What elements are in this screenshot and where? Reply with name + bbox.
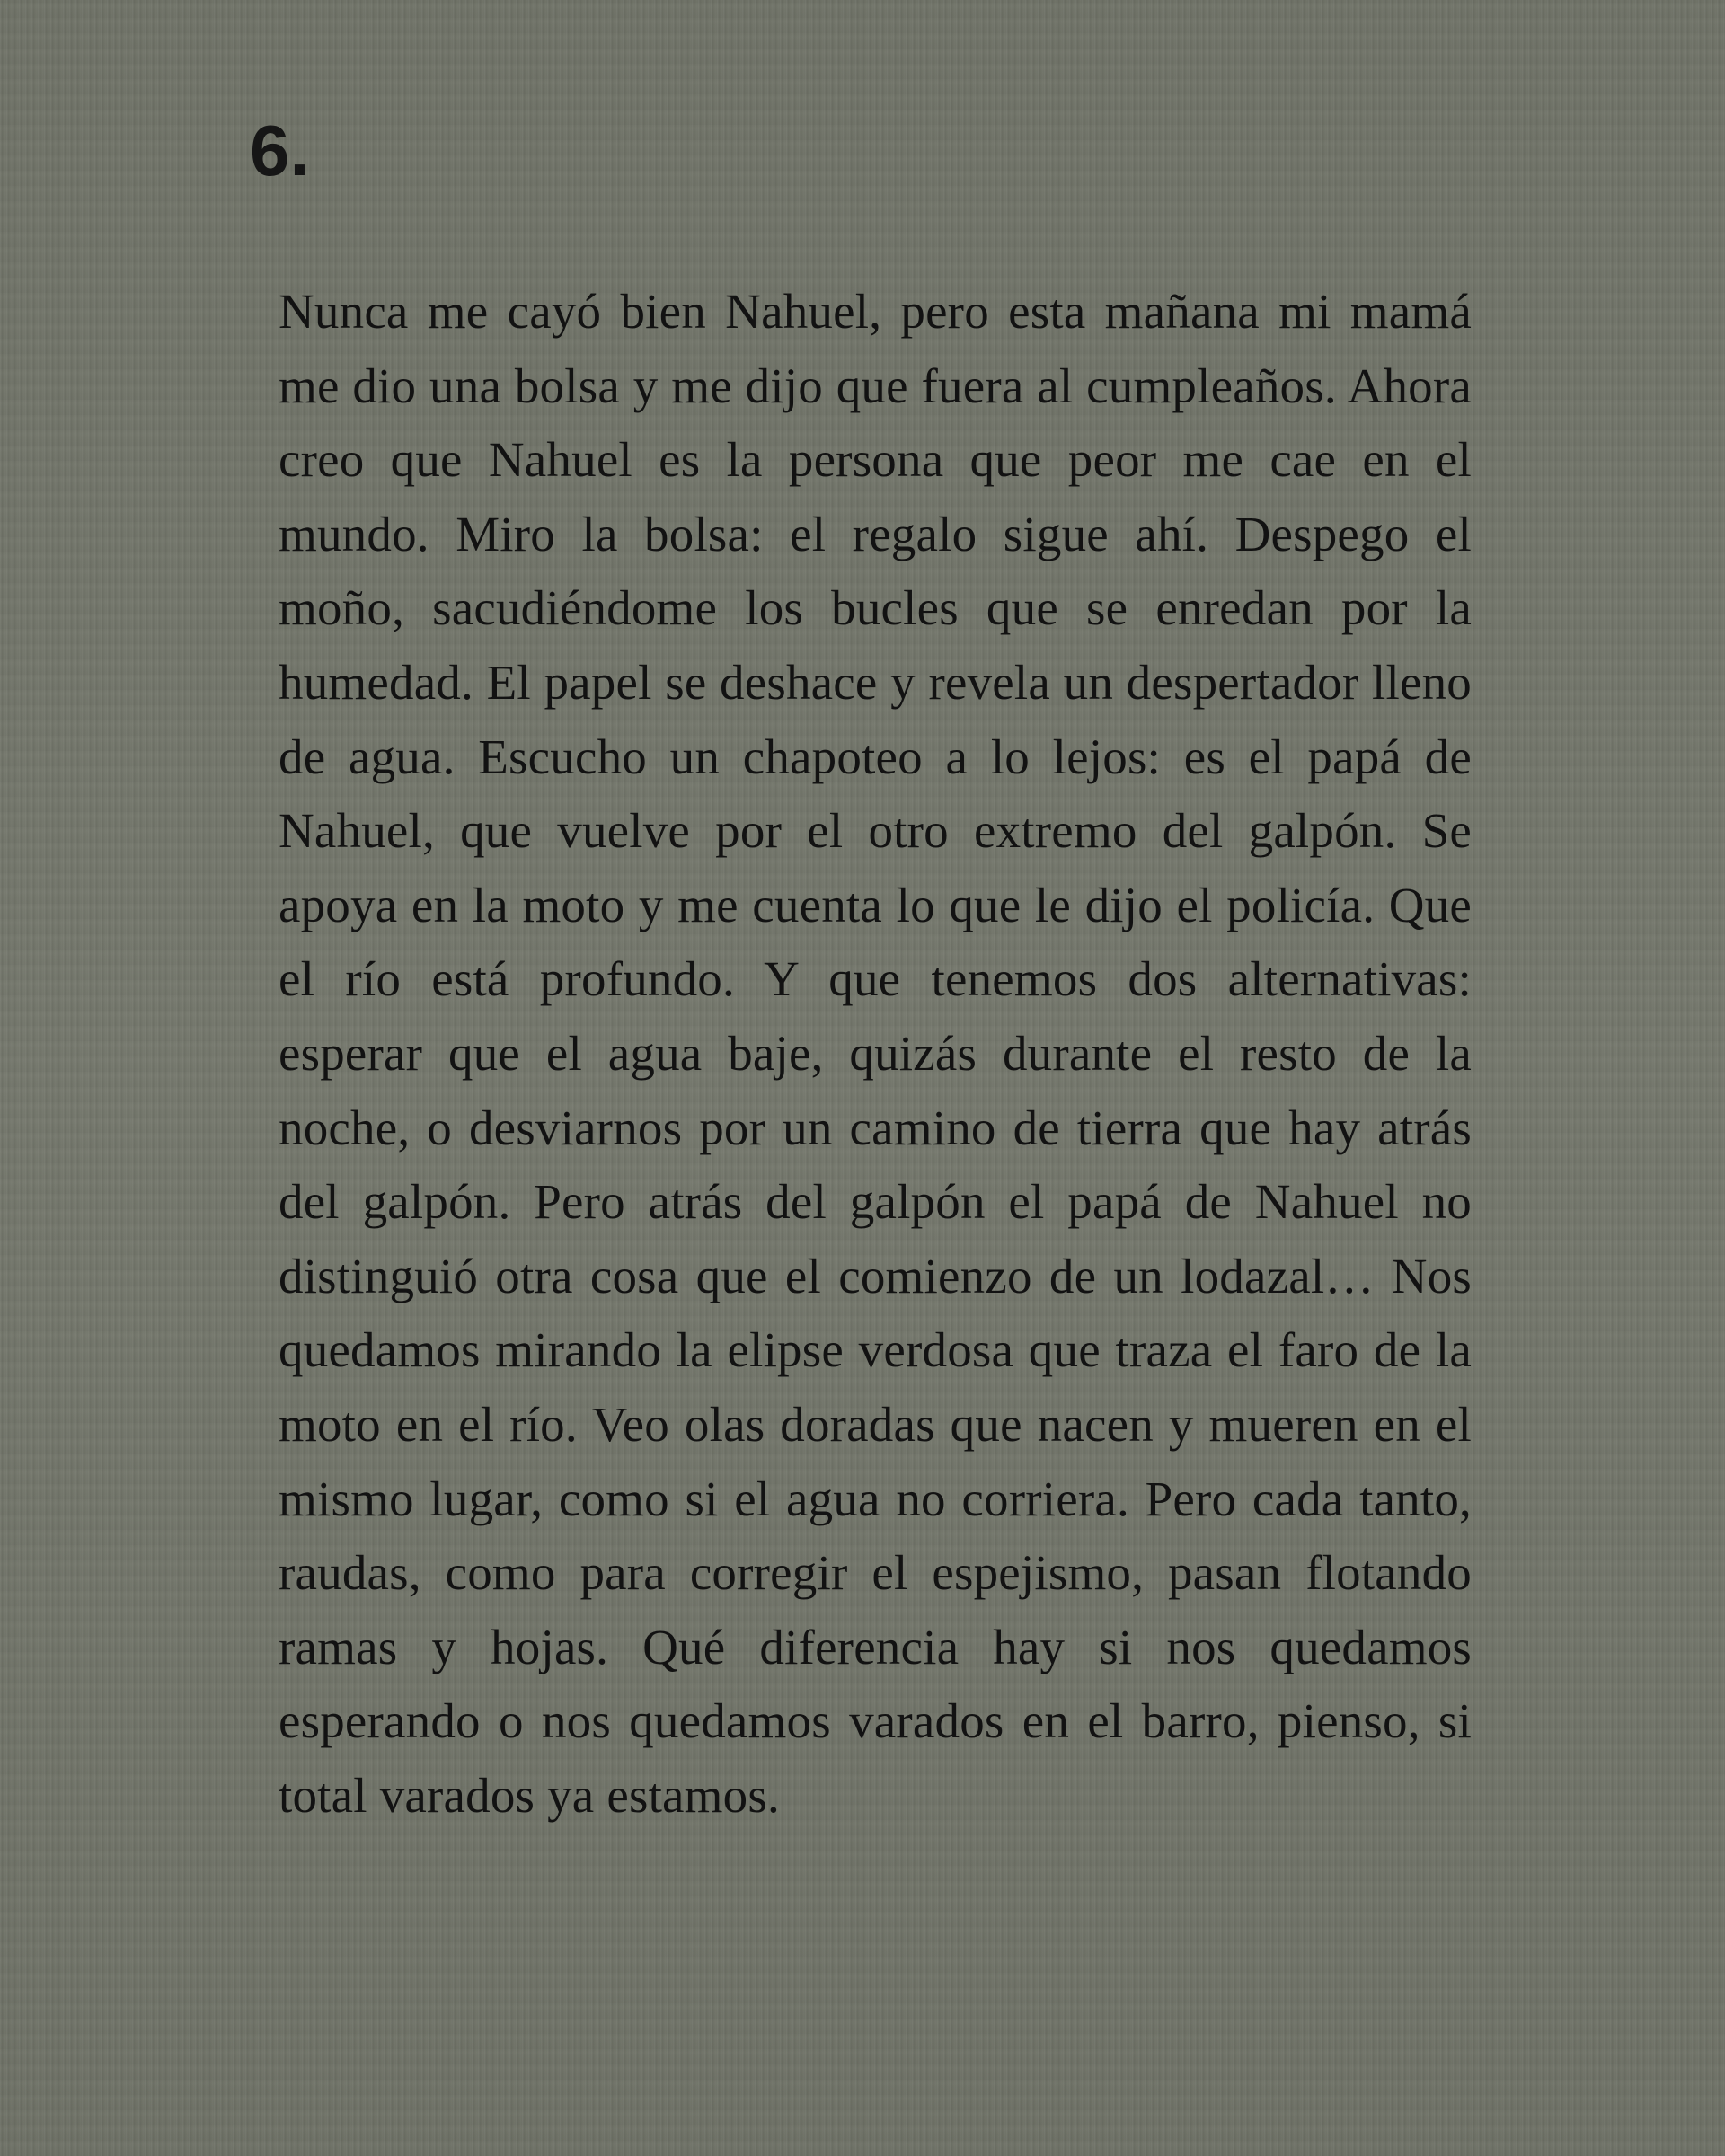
chapter-number: 6. bbox=[250, 110, 310, 190]
story-paragraph: Nunca me cayó bien Nahuel, pero esta mañana mi mamá me dio una bolsa y me dijo que fuera al cumpleaños. Ahora creo que Nahuel es la persona que peor me cae en el mundo. Miro la bolsa: el regalo sigue ahí. Despego el moño, sacudiéndome los bucles que se enredan por la humedad. El papel se deshace y revela un despertador lleno de agua. Escucho un chapoteo a lo lejos: es el papá de Nahuel, que vuelve por el otro extremo del galpón. Se apoya en la moto y me cuenta lo que le dijo el policía. Que el río está profundo. Y que tenemos dos alternativas: esperar que el agua baje, quizás durante el resto de la noche, o desviarnos por un camino de tierra que hay atrás del galpón. Pero atrás del galpón el papá de Nahuel no distinguió otra cosa que el comienzo de un lodazal… Nos quedamos mirando la elipse verdosa que traza el faro de la moto en el río. Veo olas doradas que nacen y mueren en el mismo lugar, como si el agua no corriera. Pero cada tanto, raudas, como para corregir el espejismo, pasan flotando ramas y hojas. Qué diferencia hay si nos quedamos esperando o nos quedamos varados en el barro, pienso, si total varados ya estamos. bbox=[279, 284, 1472, 1823]
